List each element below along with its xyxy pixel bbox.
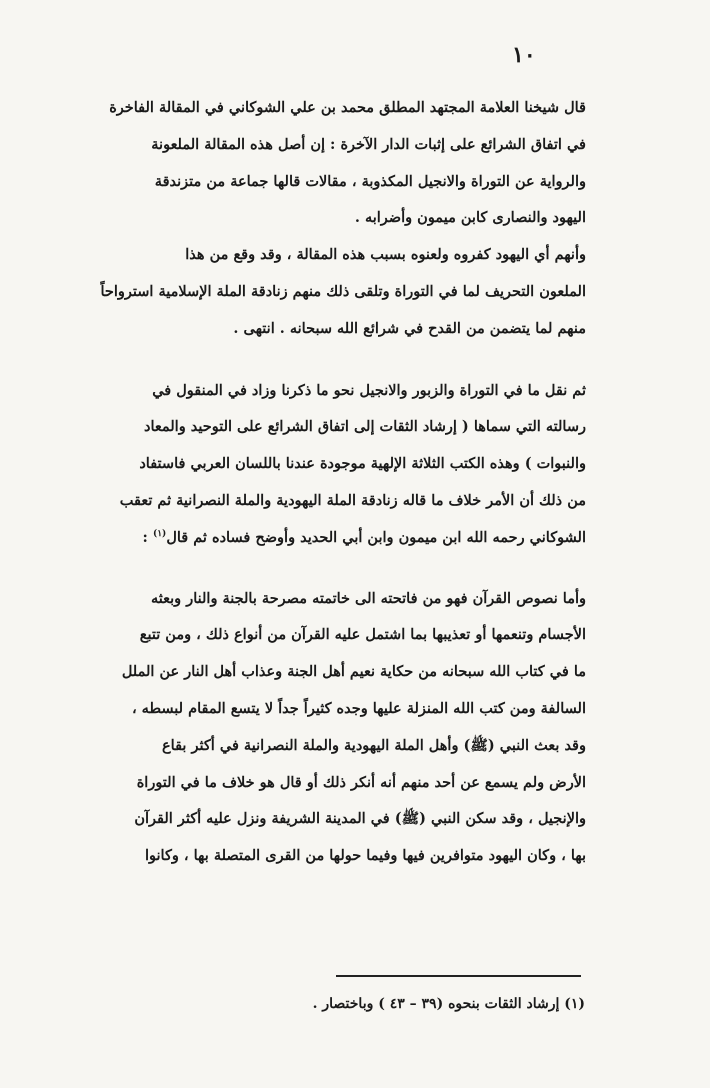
footnote: (١) إرشاد الثقات بنحوه (٣٩ – ٤٣ ) وباختصار . [312,996,585,1012]
page-number: ١٠ [512,42,536,68]
text-line: والإنجيل ، وقد سكن النبي (ﷺ) في المدينة الشريفة ونزل عليه أكثر القرآن [134,810,586,828]
text-line: وأنهم أي اليهود كفروه ولعنوه بسبب هذه المقالة ، وقد وقع من هذا [185,246,586,264]
text-line: وأما نصوص القرآن فهو من فاتحته الى خاتمته مصرحة بالجنة والنار وبعثه [150,589,586,607]
text-line: رسالته التي سماها ( إرشاد الثقات إلى اتفاق الشرائع على التوحيد والمعاد [144,418,586,436]
text-line: السالفة ومن كتب الله المنزلة عليها وجده كثيراً جداً لا يتسع المقام لبسطه ، [131,699,586,717]
text-segment: : [142,528,148,546]
text-line: الأجسام وتنعمها أو تعذيبها بما اشتمل عليه القرآن من أنواع ذلك ، ومن تتبع [139,626,586,644]
text-line: وقد بعث النبي (ﷺ) وأهل الملة اليهودية والملة النصرانية في أكثر بقاع [162,736,586,754]
text-line: والنبوات ) وهذه الكتب الثلاثة الإلهية موجودة عندنا باللسان العربي فاستفاد [139,455,586,473]
text-line: في اتفاق الشرائع على إثبات الدار الآخرة : إن أصل هذه المقالة الملعونة [151,135,586,153]
text-line: اليهود والنصارى كابن ميمون وأضرابه . [354,209,586,227]
footnote-reference: (١) [152,528,167,539]
text-line: منهم لما يتضمن من القدح في شرائع الله سبحانه . انتهى . [233,319,586,337]
text-line: ثم نقل ما في التوراة والزبور والانجيل نحو ما ذكرنا وزاد في المنقول في [152,381,586,399]
paragraph-gap [28,557,586,581]
text-line: من ذلك أن الأمر خلاف ما قاله زنادقة الملة اليهودية والملة النصرانية ثم تعقب [119,491,586,509]
footnote-divider [336,975,581,977]
text-line: الأرض ولم يسمع عن أحد منهم أنه أنكر ذلك أو قال هو خلاف ما في التوراة [136,773,586,791]
text-line: ما في كتاب الله سبحانه من حكاية نعيم أهل الجنة وعذاب أهل النار عن الملل [121,663,586,681]
paragraph-gap [28,348,586,373]
text-line: بها ، وكان اليهود متوافرين فيها وفيما حولها من القرى المتصلة بها ، وكانوا [144,847,586,865]
body-text [28,90,586,875]
text-line: قال شيخنا العلامة المجتهد المطلق محمد بن علي الشوكاني في المقالة الفاخرة [109,99,586,116]
text-line [28,520,586,557]
text-line: الملعون التحريف لما في التوراة وتلقى ذلك منهم زنادقة الملة الإسلامية استرواحاً [100,282,586,300]
text-segment: الشوكاني رحمه الله ابن ميمون وابن أبي الحديد وأوضح فساده ثم قال [166,528,586,546]
text-line: والرواية عن التوراة والانجيل المكذوبة ، مقالات قالها جماعة من متزندقة [154,172,586,190]
